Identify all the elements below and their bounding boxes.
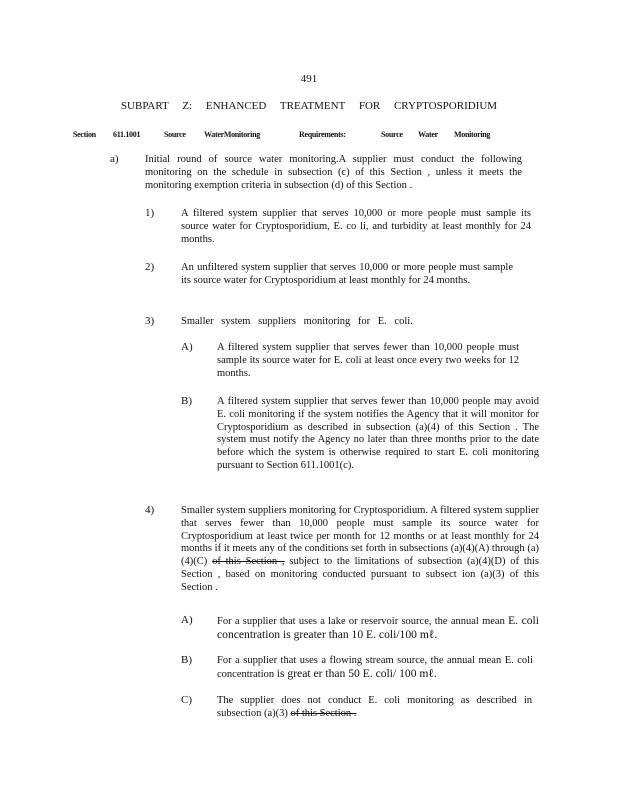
item-1-text: A filtered system supplier that serves 10,000 or more people must sample its source water for Cryptosporidium, E. co li, and turbidity at least monthly for 24 months. [181, 208, 531, 245]
item-1-label: 1) [145, 207, 155, 219]
section-monitoring-2: Monitoring [454, 130, 491, 139]
subpart-title: SUBPART Z: ENHANCED TREATMENT FOR CRYPTOSPORIDIUM [120, 100, 498, 112]
item-2-text: An unfiltered system supplier that serves 10,000 or more people must sample its source water for Cryptosporidium at least monthly for 24 months. [181, 262, 513, 286]
page-number: 491 [300, 73, 318, 85]
item-2-label: 2) [145, 261, 155, 273]
item-4A-label: A) [181, 614, 193, 626]
item-4-text-after: subject to the limitations of subsection (a)(4)(D) of this Section , based on monitoring conducted pursuant to subsect ion (a)(3) of this Section . [181, 556, 540, 593]
section-source-2: Source [381, 130, 403, 139]
item-4-struck-text: of this Section , [212, 556, 285, 568]
item-3A-text: A filtered system supplier that serves fewer than 10,000 people must sample its source water for E. coli at least once every two weeks for 12 months. [217, 342, 519, 379]
subsection-a-label: a) [110, 153, 119, 165]
item-3B-label: B) [181, 395, 192, 407]
item-4B-text [217, 655, 533, 682]
item-4A-text [217, 615, 539, 643]
item-4C-text [217, 695, 532, 721]
item-4C-struck-text: of this Section . [290, 707, 357, 719]
item-3-text: Smaller system suppliers monitoring for E. coli. [181, 316, 413, 327]
section-water-2: Water [418, 130, 438, 139]
item-4-text-before: Smaller system suppliers monitoring for Cryptosporidium. A filtered system supplier that serves fewer than 10,000 people must sample its source water for Cryptosporidium at least twice per month for 12 months or at least monthly for 24 months if it meets any of the conditions set forth in subsections (a)(4)(A) through (a)(4)(C) [181, 505, 539, 568]
section-label: Section [73, 130, 96, 139]
item-4B-label: B) [181, 654, 192, 666]
item-3B-text: A filtered system supplier that serves fewer than 10,000 people may avoid E. coli monitoring if the system notifies the Agency that it will monitor for Cryptosporidium as described in subsection (a)(4) of this Section . The system must notify the Agency no later than three months prior to the date before which the system is otherwise required to start E. coli monitoring pursuant to Section 611.1001(c). [217, 396, 539, 471]
item-4A-text-main: For a supplier that uses a lake or reservoir source, the annual mean [217, 616, 505, 627]
item-4B-text-big: is great er than 50 E. coli/ 100 mℓ. [276, 666, 437, 680]
item-4A-text-big: E. coli concentration is greater than 10 E. coli/100 mℓ. [217, 614, 539, 641]
section-requirements: Requirements: [299, 130, 346, 139]
section-number: 611.1001 [113, 130, 141, 139]
subsection-a-text: Initial round of source water monitoring.A supplier must conduct the following monitoring on the schedule in subsection (c) of this Section , unless it meets the monitoring exemption criteria in subsection (d) of this Section . [145, 154, 522, 191]
item-3A-label: A) [181, 341, 193, 353]
item-4B-text-main: For a supplier that uses a flowing stream source, the annual mean E. coli concentration [217, 655, 533, 680]
item-4C-text-main: The supplier does not conduct E. coli monitoring as described in subsection (a)(3) [217, 695, 532, 719]
section-water-monitoring: WaterMonitoring [204, 130, 260, 139]
item-4-text [181, 505, 539, 595]
item-4C-label: C) [181, 694, 192, 706]
item-4-label: 4) [145, 504, 155, 516]
section-source: Source [164, 130, 186, 139]
item-3-label: 3) [145, 315, 155, 327]
